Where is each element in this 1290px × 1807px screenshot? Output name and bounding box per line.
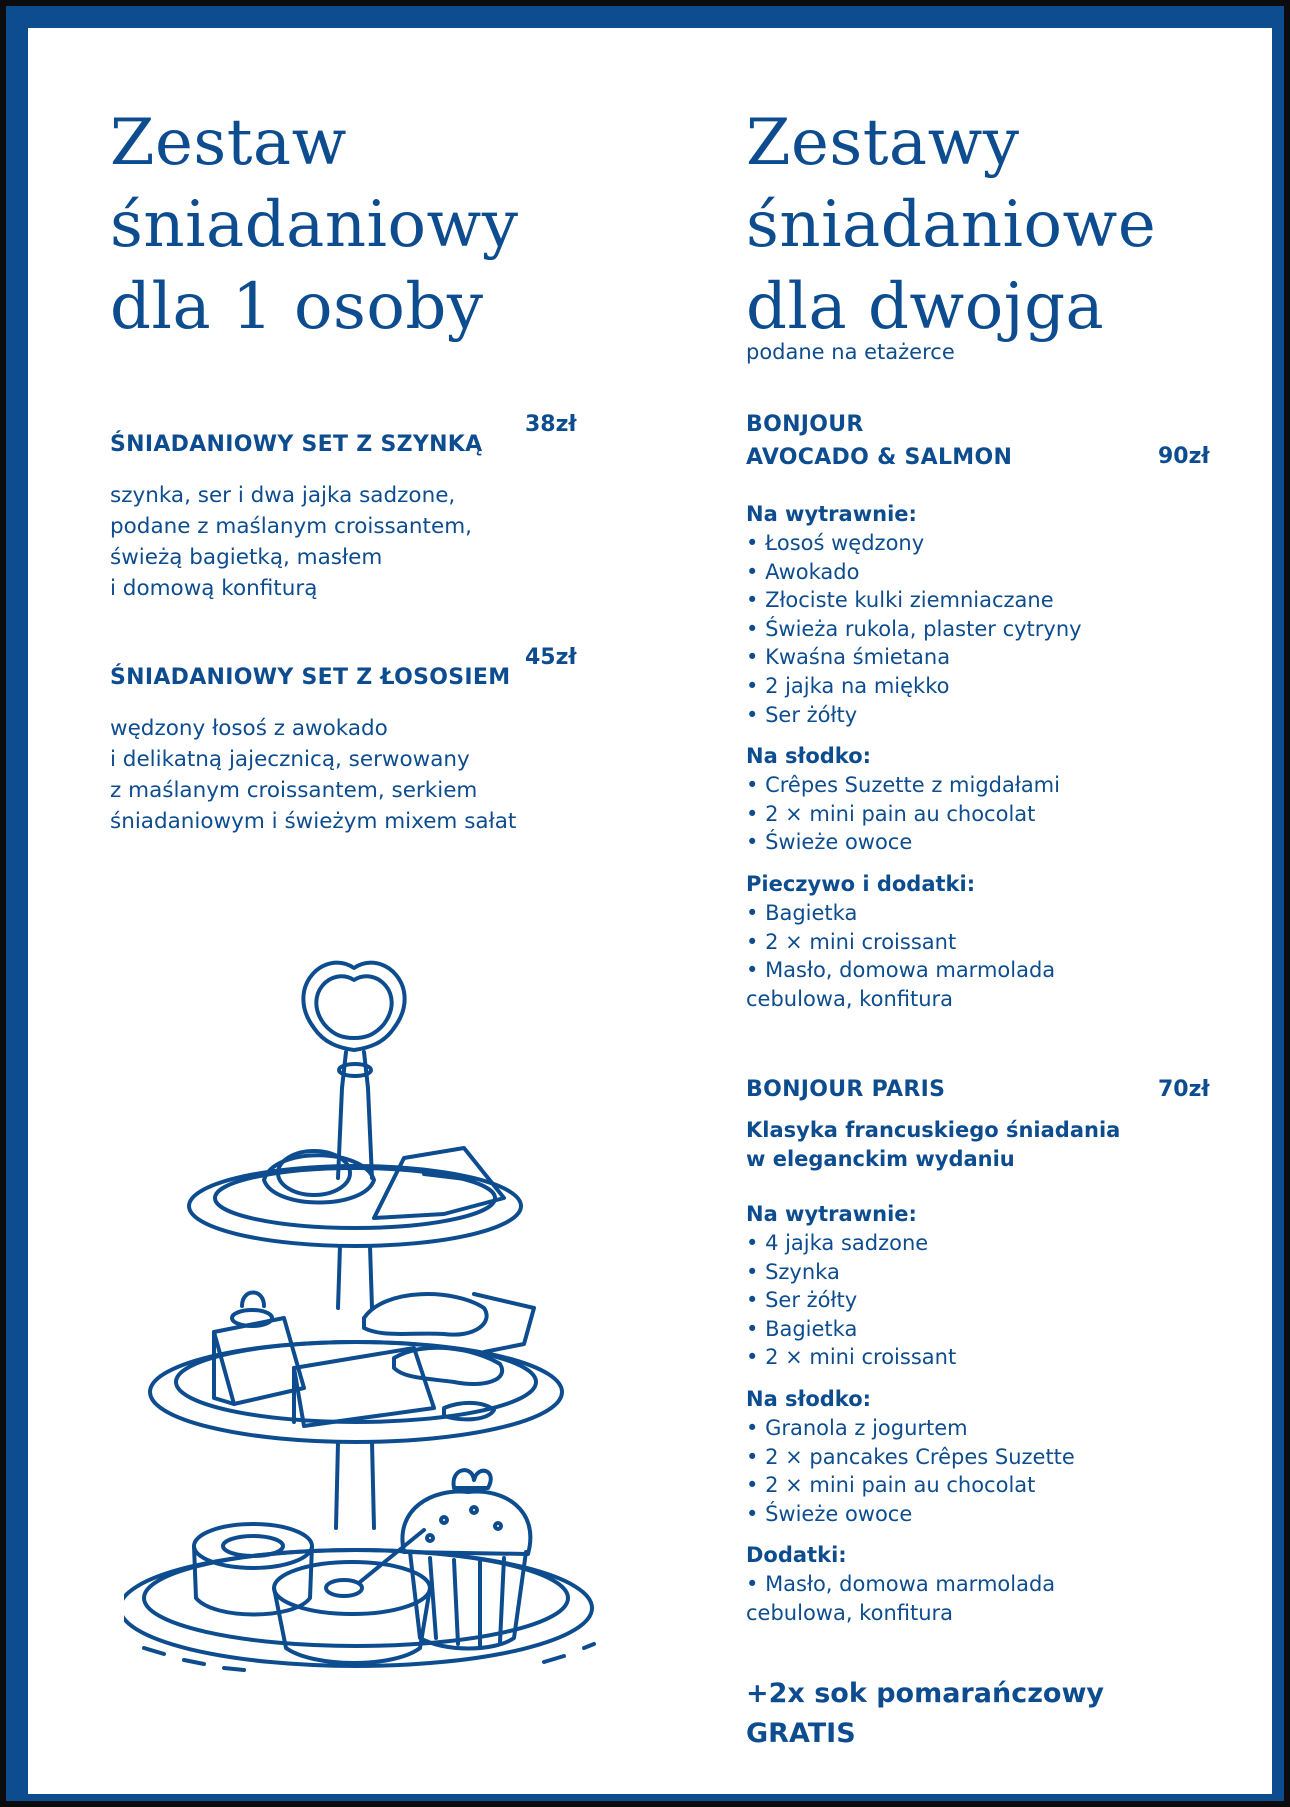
desc-line: szynka, ser i dwa jajka sadzone,: [110, 483, 456, 508]
subtitle: podane na etażerce: [746, 340, 955, 364]
menu-frame: [6, 6, 1284, 1801]
title-line: dla 1 osoby: [110, 270, 484, 344]
group-label: Dodatki:: [746, 1543, 847, 1568]
title-line: śniadaniowy: [110, 188, 519, 262]
set-details: [746, 500, 1226, 1013]
set-bonjour-paris: [746, 1073, 1226, 1106]
list-item: • Bagietka: [746, 1315, 1226, 1344]
title-line: dla dwojga: [746, 270, 1105, 344]
list-item: • Granola z jogurtem: [746, 1414, 1226, 1443]
set-note-line: w eleganckim wydaniu: [746, 1147, 1015, 1171]
list-item: • Świeże owoce: [746, 1500, 1226, 1529]
list-item: • Crêpes Suzette z migdałami: [746, 771, 1226, 800]
item-name: ŚNIADANIOWY SET Z ŁOSOSIEM: [110, 665, 511, 690]
couple-sets-title: [746, 102, 1156, 348]
set-price: 70zł: [1158, 1077, 1210, 1102]
list-item: • 2 × mini pain au chocolat: [746, 1471, 1226, 1500]
desc-line: i domową konfiturą: [110, 576, 318, 601]
list-item: • Ser żółty: [746, 701, 1226, 730]
desc-line: świeżą bagietką, masłem: [110, 545, 383, 570]
desc-line: śniadaniowym i świeżym mixem sałat: [110, 809, 517, 834]
list-item: • Awokado: [746, 558, 1226, 587]
promo-banner: [746, 1674, 1104, 1754]
list-item: • 2 × mini pain au chocolat: [746, 800, 1226, 829]
desc-line: i delikatną jajecznicą, serwowany: [110, 747, 470, 772]
item-list: [746, 1414, 1226, 1528]
item-description: [110, 480, 630, 604]
group-label: Na wytrawnie:: [746, 502, 917, 526]
title-line: śniadaniowe: [746, 188, 1157, 262]
item-list: [746, 1229, 1226, 1372]
set-details: [746, 1116, 1226, 1628]
list-item: • Szynka: [746, 1258, 1226, 1287]
item-description: [110, 713, 630, 837]
set-price: 90zł: [1158, 444, 1210, 469]
list-item: • Łosoś wędzony: [746, 529, 1226, 558]
item-list: [746, 1570, 1226, 1599]
group-label: Na wytrawnie:: [746, 1202, 917, 1226]
list-item: • 2 × pancakes Crêpes Suzette: [746, 1443, 1226, 1472]
item-list: [746, 529, 1226, 729]
list-item: • 2 × mini croissant: [746, 928, 1226, 957]
desc-line: wędzony łosoś z awokado: [110, 716, 388, 741]
title-line: Zestaw: [110, 106, 347, 180]
set-bonjour-avocado-salmon: [746, 408, 1226, 474]
single-set-title: [110, 102, 518, 348]
list-item: • Masło, domowa marmolada: [746, 956, 1226, 985]
title-line: Zestawy: [746, 106, 1020, 180]
item-price: 38zł: [525, 412, 577, 437]
list-item: • 2 × mini croissant: [746, 1343, 1226, 1372]
item-name: ŚNIADANIOWY SET Z SZYNKĄ: [110, 432, 483, 457]
list-item: • 4 jajka sadzone: [746, 1229, 1226, 1258]
list-item: • Ser żółty: [746, 1286, 1226, 1315]
promo-line: GRATIS: [746, 1718, 856, 1749]
promo-line: +2x sok pomarańczowy: [746, 1678, 1105, 1709]
cake-stand-icon: [124, 948, 664, 1688]
list-item-continuation: cebulowa, konfitura: [746, 986, 954, 1011]
item-list: [746, 899, 1226, 985]
list-item: • Bagietka: [746, 899, 1226, 928]
list-item-continuation: cebulowa, konfitura: [746, 1600, 954, 1625]
list-item: • Świeża rukola, plaster cytryny: [746, 615, 1226, 644]
list-item: • 2 jajka na miękko: [746, 672, 1226, 701]
set-note-line: Klasyka francuskiego śniadania: [746, 1118, 1121, 1142]
list-item: • Złociste kulki ziemniaczane: [746, 586, 1226, 615]
list-item: • Masło, domowa marmolada: [746, 1570, 1226, 1599]
group-label: Pieczywo i dodatki:: [746, 871, 976, 896]
menu-page: [28, 28, 1272, 1794]
item-price: 45zł: [525, 645, 577, 670]
list-item: • Kwaśna śmietana: [746, 643, 1226, 672]
set-name-line: BONJOUR: [746, 412, 864, 437]
group-label: Na słodko:: [746, 744, 872, 769]
group-label: Na słodko:: [746, 1386, 872, 1411]
desc-line: podane z maślanym croissantem,: [110, 514, 472, 539]
set-name-line: BONJOUR PARIS: [746, 1077, 946, 1102]
item-list: [746, 771, 1226, 857]
set-name-line: AVOCADO & SALMON: [746, 445, 1013, 470]
list-item: • Świeże owoce: [746, 828, 1226, 857]
desc-line: z maślanym croissantem, serkiem: [110, 778, 478, 803]
